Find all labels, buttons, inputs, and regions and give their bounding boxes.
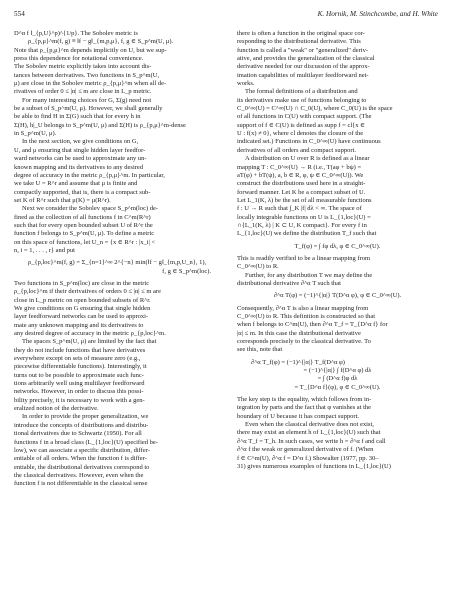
- text-line: locally integrable functions on U is L_{1,loc}(U) =: [237, 213, 371, 221]
- left-column: [14, 30, 215, 489]
- equation-line: T_f(φ) = ∫ fφ dλ, φ ∈ C_0^∞(U).: [294, 242, 381, 250]
- text-line: In order to provide the proper generalization, we: [22, 413, 149, 421]
- text-line: This is readily verified to be a linear mapping from: [237, 254, 371, 262]
- text-line: function f belongs to S_p^m(U, μ). To define a metric: [14, 230, 155, 238]
- text-line: when f belongs to C^m(U), then ∂^α T_f = T_{D^α f} for: [237, 321, 388, 329]
- text-line: Two functions in S_p^m(loc) are close in the metric: [14, 279, 150, 287]
- text-line: networks. However, in order to discuss this possi-: [14, 388, 144, 396]
- text-line: Σ(H), h|_U belongs to S_p^m(U, μ) and Σ(H) is ρ_{p,μ}^m-dense: [14, 121, 186, 129]
- text-line: known mapping and its derivatives to any desired: [14, 163, 144, 171]
- text-line: indicated set.) Functions in C_0^∞(U) have continuous: [237, 138, 381, 146]
- equation-line: = T_{D^α f}(φ), φ ∈ C_0^∞(U).: [294, 383, 381, 391]
- text-line: on this space of functions, let U_n = {x ∈ R^r : |x_i| <: [14, 238, 156, 246]
- text-line: corresponds precisely to the classical derivative. To: [237, 338, 371, 346]
- text-line: U, and μ ensuring that single hidden layer feedfor-: [14, 146, 146, 154]
- text-line: press this dependence for notational convenience.: [14, 55, 144, 63]
- text-line: mapping T : C_0^∞(U) → R (i.e., T(aφ + bψ) =: [237, 163, 362, 171]
- text-line: aT(φ) + bT(ψ), a, b ∈ R, φ, ψ ∈ C_0^∞(U)). We: [237, 171, 364, 179]
- text-line: piecewise differentiable functions). Interestingly, it: [14, 363, 147, 371]
- text-line: of all functions in C(U) with compact support. (The: [237, 113, 372, 121]
- text-line: 31) gives numerous examples of functions in L_{1,loc}(U): [237, 462, 391, 470]
- text-line: fined as the collection of all functions f in C^m(R^r): [14, 213, 151, 221]
- text-line: U : f(x) ≠ 0}, where cl denotes the closure of the: [237, 130, 364, 138]
- equation-line: = (−1)^{|α|} ∫ f(D^α φ) dλ: [303, 367, 372, 375]
- equation-line: ∂^α T(φ) = (−1)^{|α|} T(D^α φ), φ ∈ C_0^∞(U).: [273, 292, 402, 300]
- equation-line: ρ_{p,loc}^m(f, g) = Σ_{n=1}^∞ 2^{−n} min(‖f − g‖_{m,p,U_n}, 1),: [28, 259, 207, 267]
- text-line: bility precisely, it is necessary to work with a gen-: [14, 396, 145, 404]
- text-line: construct the distributions used here in a straight-: [237, 180, 366, 188]
- text-line: ρ_{p,loc}^m if their derivatives of orders 0 ≤ |α| ≤ m are: [14, 288, 161, 296]
- text-line: function f is not differentiable in the classical sense: [14, 480, 148, 488]
- text-line: functions f in a broad class (L_{1,loc}(U) specified be-: [14, 438, 158, 446]
- text-line: support of f ∈ C(U) is defined as supp f = cl{x ∈: [237, 121, 365, 129]
- text-line: compactly supported, that is, there is a compact sub-: [14, 188, 151, 196]
- text-line: f : U → R such that ∫_K |f| dλ < ∞. The space of: [237, 205, 362, 213]
- text-line: entiable, the distributional derivatives correspond to: [14, 463, 150, 471]
- text-line: forward manner. Let K be a compact subset of U.: [237, 188, 366, 196]
- page-number: 554: [14, 10, 25, 18]
- text-line: The key step is the equality, which follows from in-: [237, 396, 372, 404]
- text-line: function is called a "weak" or "generalized" deriv-: [237, 46, 368, 54]
- text-line: For many interesting choices for G, Σ(g) need not: [22, 96, 152, 104]
- text-line: they do not include functions that have derivatives: [14, 346, 146, 354]
- text-line: C_0^∞(U) to R.: [237, 263, 279, 271]
- text-line: ative, and provides the generalization of the classical: [237, 55, 375, 63]
- equation-line: ∂^α T_f(φ) = (−1)^{|α|} T_f(D^α φ): [251, 358, 345, 366]
- text-line: tional derivatives due to Schwartz (1950). For all: [14, 430, 142, 438]
- text-line: set K of R^r such that μ(K) = μ(R^r).: [14, 196, 111, 204]
- equation-line: ρ_{p,μ}^m(f, g) ≡ ‖f − g‖_{m,p,μ}, f, g ∈ S_p^m(U, μ).: [28, 38, 174, 46]
- text-line: see this, note that: [237, 346, 283, 354]
- text-line: C_0^∞(U) to R. This definition is constructed so that: [237, 313, 376, 320]
- text-line: degree of accuracy in the metric ρ_{p,μ}^m. In particular,: [14, 171, 165, 179]
- text-line: close in L_p metric on open bounded subsets of R^r.: [14, 296, 151, 304]
- text-line: derivatives of all orders and compact support.: [237, 146, 356, 154]
- text-line: |α| ≤ m. In this case the distributional derivative: [237, 329, 361, 337]
- text-line: entiable of all orders. When the function f is differ-: [14, 455, 147, 463]
- text-line: Note that ρ_{p,μ}^m depends implicitly on U, but we sup-: [14, 46, 167, 54]
- text-line: layer feedforward networks can be used to approxi-: [14, 313, 149, 321]
- text-line: tegration by parts and the fact that φ vanishes at the: [237, 404, 372, 412]
- text-line: in S_p^m(U, μ).: [14, 130, 57, 138]
- text-line: L_{1,loc}(U) we define the distribution T_f such that: [237, 230, 377, 238]
- text-line: μ) are close in the Sobolev metric ρ_{p,μ}^m when all de-: [14, 80, 167, 88]
- page-header: [14, 10, 438, 22]
- text-line: mate any unknown mapping and its derivatives to: [14, 321, 144, 329]
- text-line: works.: [237, 80, 255, 88]
- text-line: The formal definitions of a distribution and: [245, 88, 358, 96]
- text-line: any desired degree of accuracy in the metric ρ_{p,loc}^m.: [14, 330, 166, 338]
- text-line: The spaces S_p^m(U, μ) are limited by the fact that: [22, 338, 157, 346]
- text-line: there is often a function in the original space cor-: [237, 30, 365, 37]
- text-line: distributional derivative ∂^α T such that: [237, 279, 341, 287]
- text-line: We give conditions on G ensuring that single hidden: [14, 305, 151, 312]
- text-line: responding to the distributional derivative. This: [237, 38, 361, 46]
- text-line: Consequently, ∂^α T is also a linear mapping from: [237, 304, 369, 312]
- equation-line: = ∫ (D^α f)φ dλ: [317, 375, 358, 383]
- running-head: K. Hornik, M. Stinchcombe, and H. White: [317, 10, 438, 18]
- text-line: derivative needed for our discussion of the approx-: [237, 63, 370, 71]
- text-line: ∩{L_1(K, λ) | K ⊂ U, K compact}. For every f in: [237, 221, 367, 229]
- text-line: ∂^α f the weak or generalized derivative of f. (When: [237, 446, 374, 454]
- text-line: imation capabilities of multilayer feedforward net-: [237, 71, 369, 79]
- text-line: low), we can associate a specific distribution, differ-: [14, 446, 151, 454]
- text-line: Further, for any distribution T we may define the: [245, 271, 373, 279]
- text-line: tances between derivatives. Two functions in S_p^m(U,: [14, 71, 160, 79]
- text-line: be able to find H in Σ(G) such that for every h in: [14, 113, 141, 121]
- text-line: turns out to be possible to approximate such func-: [14, 371, 144, 379]
- text-line: In the next section, we give conditions on G,: [22, 138, 139, 146]
- text-line: The Sobolev metric explicitly takes into account dis-: [14, 63, 152, 71]
- right-column: [237, 30, 438, 471]
- text-line: be a subset of S_p^m(U, μ). However, we shall generally: [14, 105, 163, 113]
- text-line: such that for every open bounded subset U of R^r the: [14, 221, 153, 229]
- text-line: n, i = 1, . . . , r} and put: [14, 246, 75, 254]
- text-line: the classical derivatives. However, even when the: [14, 471, 144, 479]
- text-line: boundary of U because it has compact support.: [237, 412, 360, 420]
- text-line: Let L_1(K, λ) be the set of all measurable functions: [237, 196, 372, 204]
- equation-line: f, g ∈ S_p^m(loc).: [162, 267, 211, 275]
- text-line: its derivatives make use of functions belonging to: [237, 96, 367, 104]
- text-line: D^α f ‖_{p,U}^p)^{1/p}. The Sobolev metric is: [14, 30, 138, 37]
- text-line: everywhere except on sets of measure zero (e.g.,: [14, 355, 141, 363]
- text-line: we take U = R^r and assume that μ is finite and: [14, 180, 138, 188]
- text-line: Next we consider the Sobolev space S_p^m(loc) de-: [22, 205, 159, 213]
- text-line: there may exist an element h of L_{1,loc}(U) such that: [237, 429, 381, 437]
- text-line: Even when the classical derivative does not exist,: [245, 421, 374, 429]
- text-line: f ∈ C^m(U), ∂^α f = D^α f.) Showalter (1977, pp. 30–: [237, 454, 379, 462]
- text-line: rivatives of order 0 ≤ |α| ≤ m are close in L_p metric.: [14, 88, 152, 96]
- text-line: C_0^∞(U) = C^∞(U) ∩ C_0(U), where C_0(U) is the space: [237, 105, 393, 113]
- text-line: A distribution on U over R is defined as a linear: [245, 155, 370, 163]
- text-line: ward networks can be used to approximate any un-: [14, 155, 147, 163]
- text-line: eralized notion of the derivative.: [14, 405, 99, 413]
- text-line: tions arbitrarily well using multilayer feedforward: [14, 380, 145, 388]
- text-line: introduce the concepts of distributions and distribu-: [14, 421, 149, 429]
- text-line: ∂^α T_f = T_h. In such cases, we write h = ∂^α f and call: [237, 437, 386, 445]
